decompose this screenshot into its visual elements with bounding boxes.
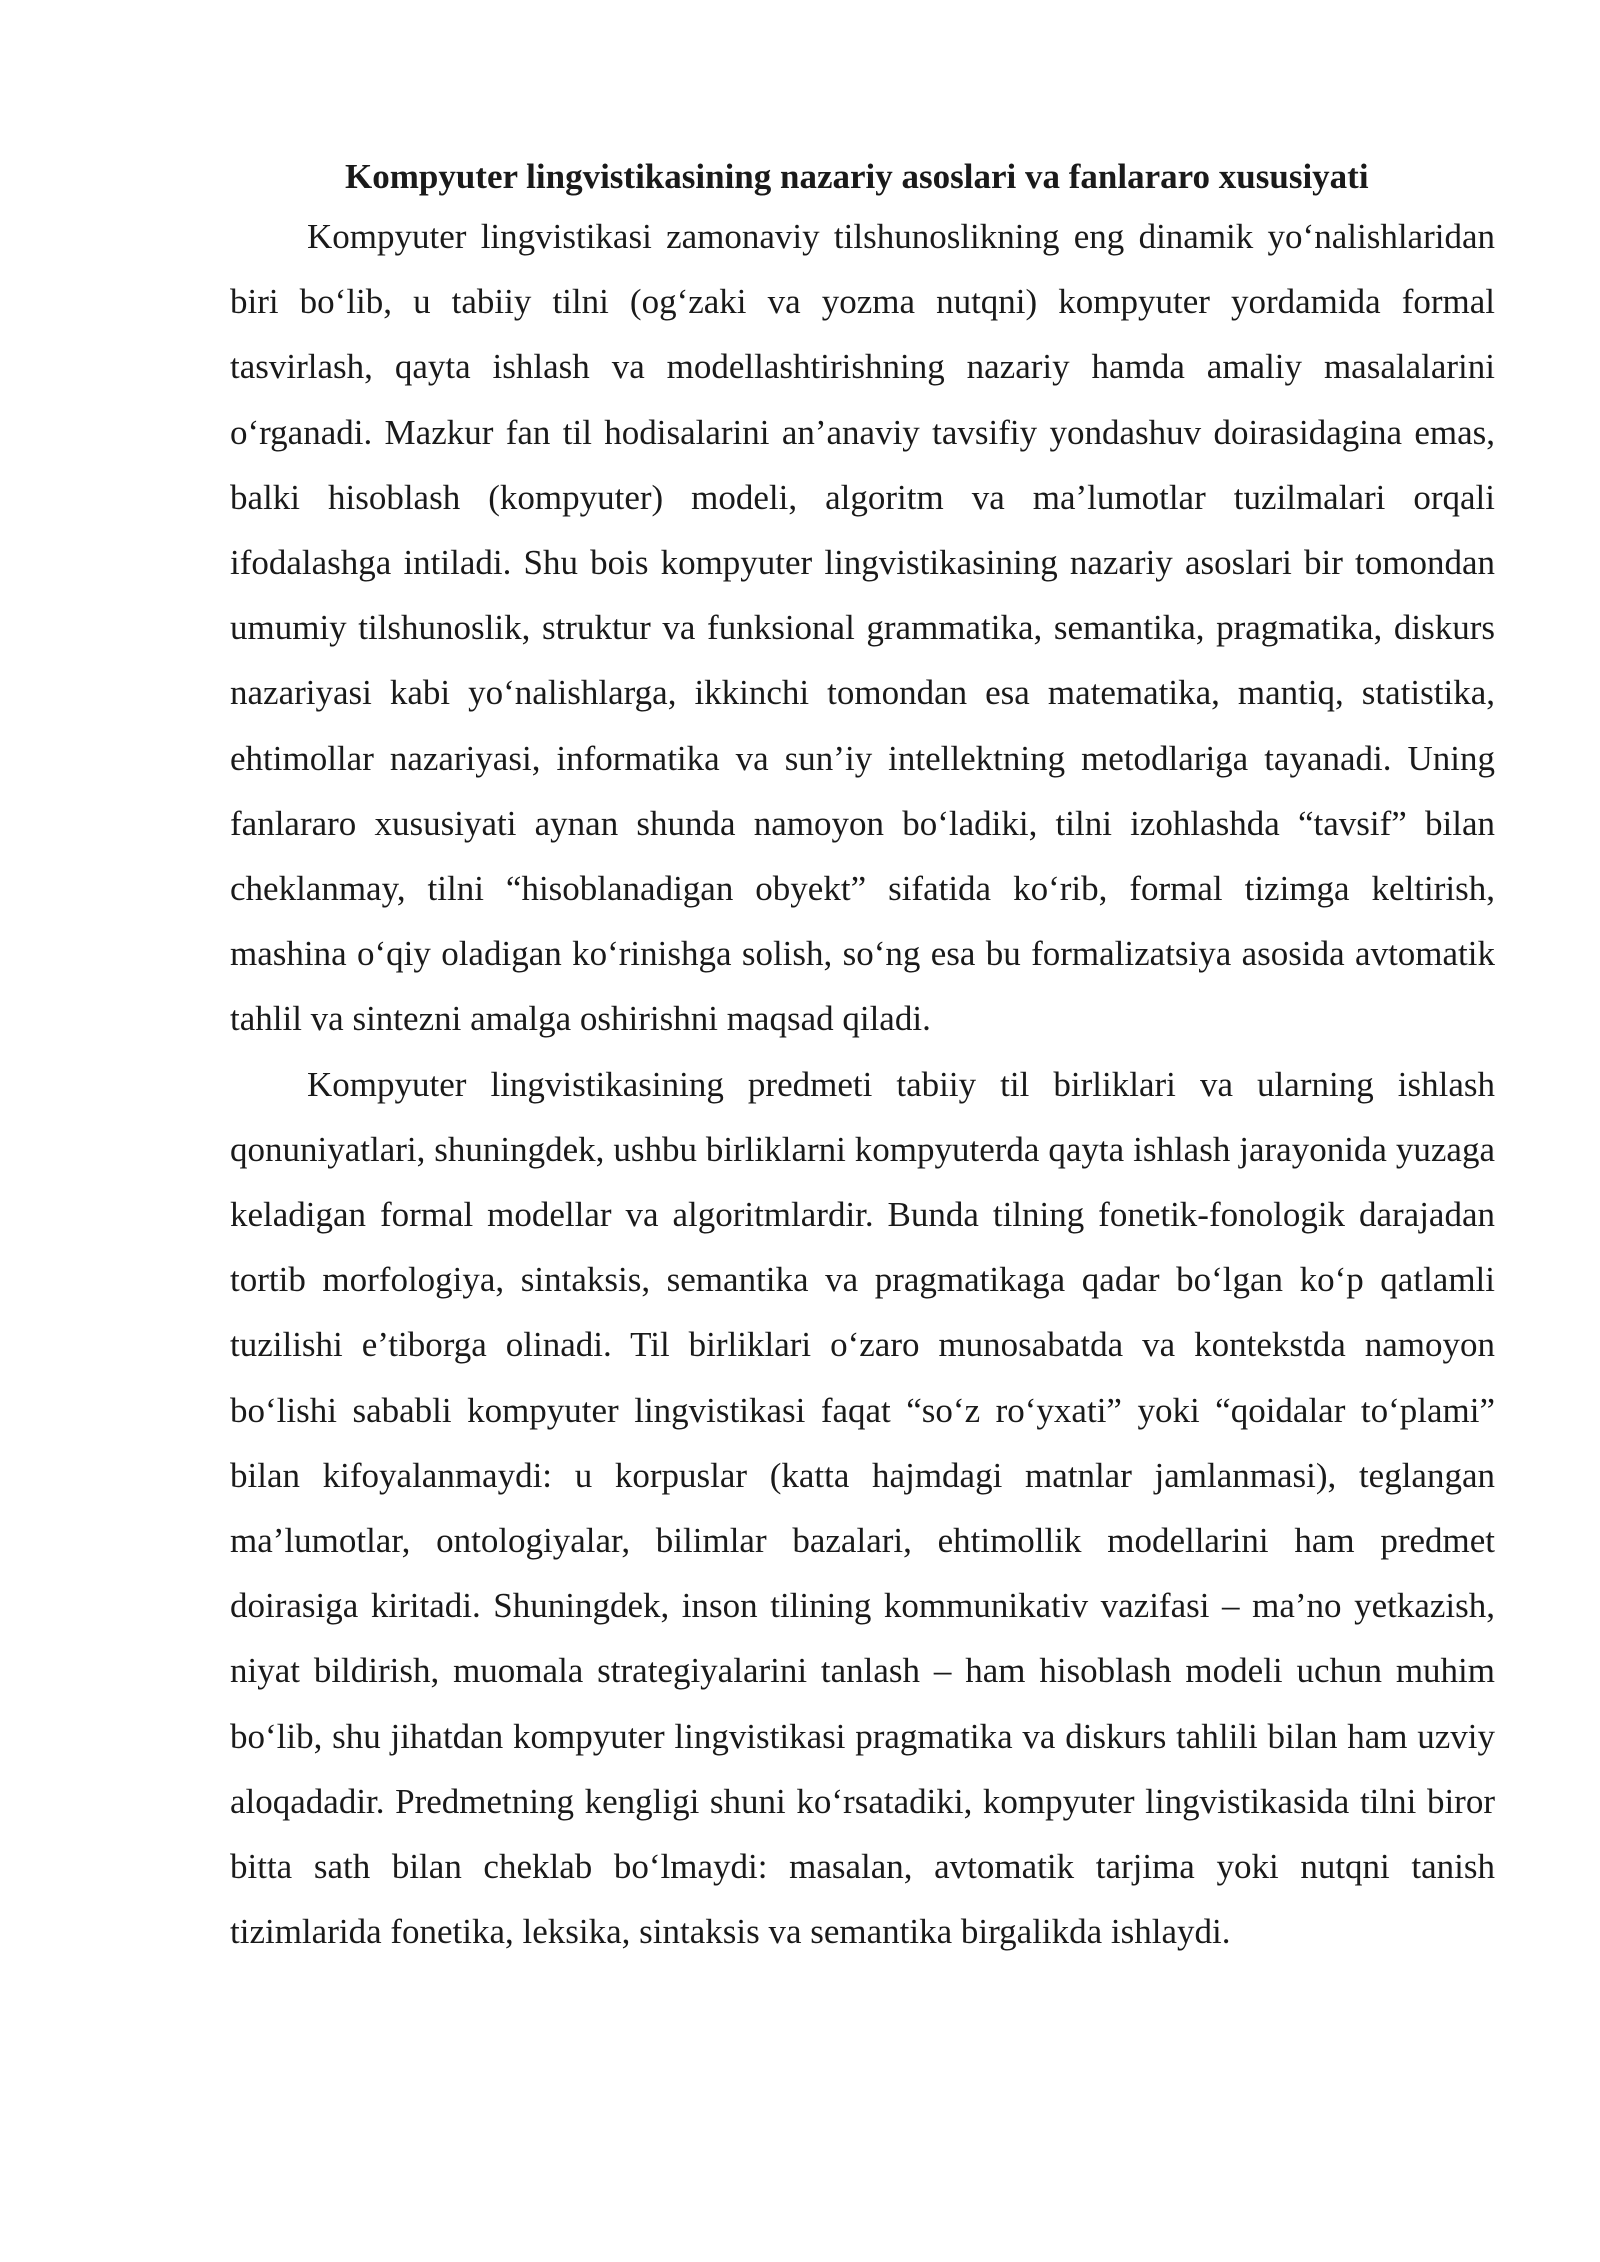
paragraph-1: Kompyuter lingvistikasi zamonaviy tilshunoslikning eng dinamik yo‘nalishlaridan biri bo‘lib, u tabiiy tilni (og‘zaki va yozma nutqni) kompyuter yordamida formal tasvirlash, qayta ishlash va modellashtirishning nazariy hamda amaliy masalalarini o‘rganadi. Mazkur fan til hodisalarini an’anaviy tavsifiy yondashuv doirasidagina emas, balki hisoblash (kompyuter) modeli, algoritm va ma’lumotlar tuzilmalari orqali ifodalashga intiladi. Shu bois kompyuter lingvistikasining nazariy asoslari bir tomondan umumiy tilshunoslik, struktur va funksional grammatika, semantika, pragmatika, diskurs nazariyasi kabi yo‘nalishlarga, ikkinchi tomondan esa matematika, mantiq, statistika, ehtimollar nazariyasi, informatika va sun’iy intellektning metodlariga tayanadi. Uning fanlararo xususiyati aynan shunda namoyon bo‘ladiki, tilni izohlashda “tavsif” bilan cheklanmay, tilni “hisoblanadigan obyekt” sifatida ko‘rib, formal tizimga keltirish, mashina o‘qiy oladigan ko‘rinishga solish, so‘ng esa bu formalizatsiya asosida avtomatik tahlil va sintezni amalga oshirishni maqsad qiladi. bbox=[230, 217, 1495, 1039]
paragraph-2: Kompyuter lingvistikasining predmeti tabiiy til birliklari va ularning ishlash qonuniyatlari, shuningdek, ushbu birliklarni kompyuterda qayta ishlash jarayonida yuzaga keladigan formal modellar va algoritmlardir. Bunda tilning fonetik-fonologik darajadan tortib morfologiya, sintaksis, semantika va pragmatikaga qadar bo‘lgan ko‘p qatlamli tuzilishi e’tiborga olinadi. Til birliklari o‘zaro munosabatda va kontekstda namoyon bo‘lishi sababli kompyuter lingvistikasi faqat “so‘z ro‘yxati” yoki “qoidalar to‘plami” bilan kifoyalanmaydi: u korpuslar (katta hajmdagi matnlar jamlanmasi), teglangan ma’lumotlar, ontologiyalar, bilimlar bazalari, ehtimollik modellarini ham predmet doirasiga kiritadi. Shuningdek, inson tilining kommunikativ vazifasi – ma’no yetkazish, niyat bildirish, muomala strategiyalarini tanlash – ham hisoblash modeli uchun muhim bo‘lib, shu jihatdan kompyuter lingvistikasi pragmatika va diskurs tahlili bilan ham uzviy aloqadadir. Predmetning kengligi shuni ko‘rsatadiki, kompyuter lingvistikasida tilni biror bitta sath bilan cheklab bo‘lmaydi: masalan, avtomatik tarjima yoki nutqni tanish tizimlarida fonetika, leksika, sintaksis va semantika birgalikda ishlaydi. bbox=[230, 1064, 1495, 1952]
document-title: Kompyuter lingvistikasining nazariy asoslari va fanlararo xususiyati bbox=[345, 157, 1369, 196]
document-body bbox=[230, 150, 1495, 1964]
